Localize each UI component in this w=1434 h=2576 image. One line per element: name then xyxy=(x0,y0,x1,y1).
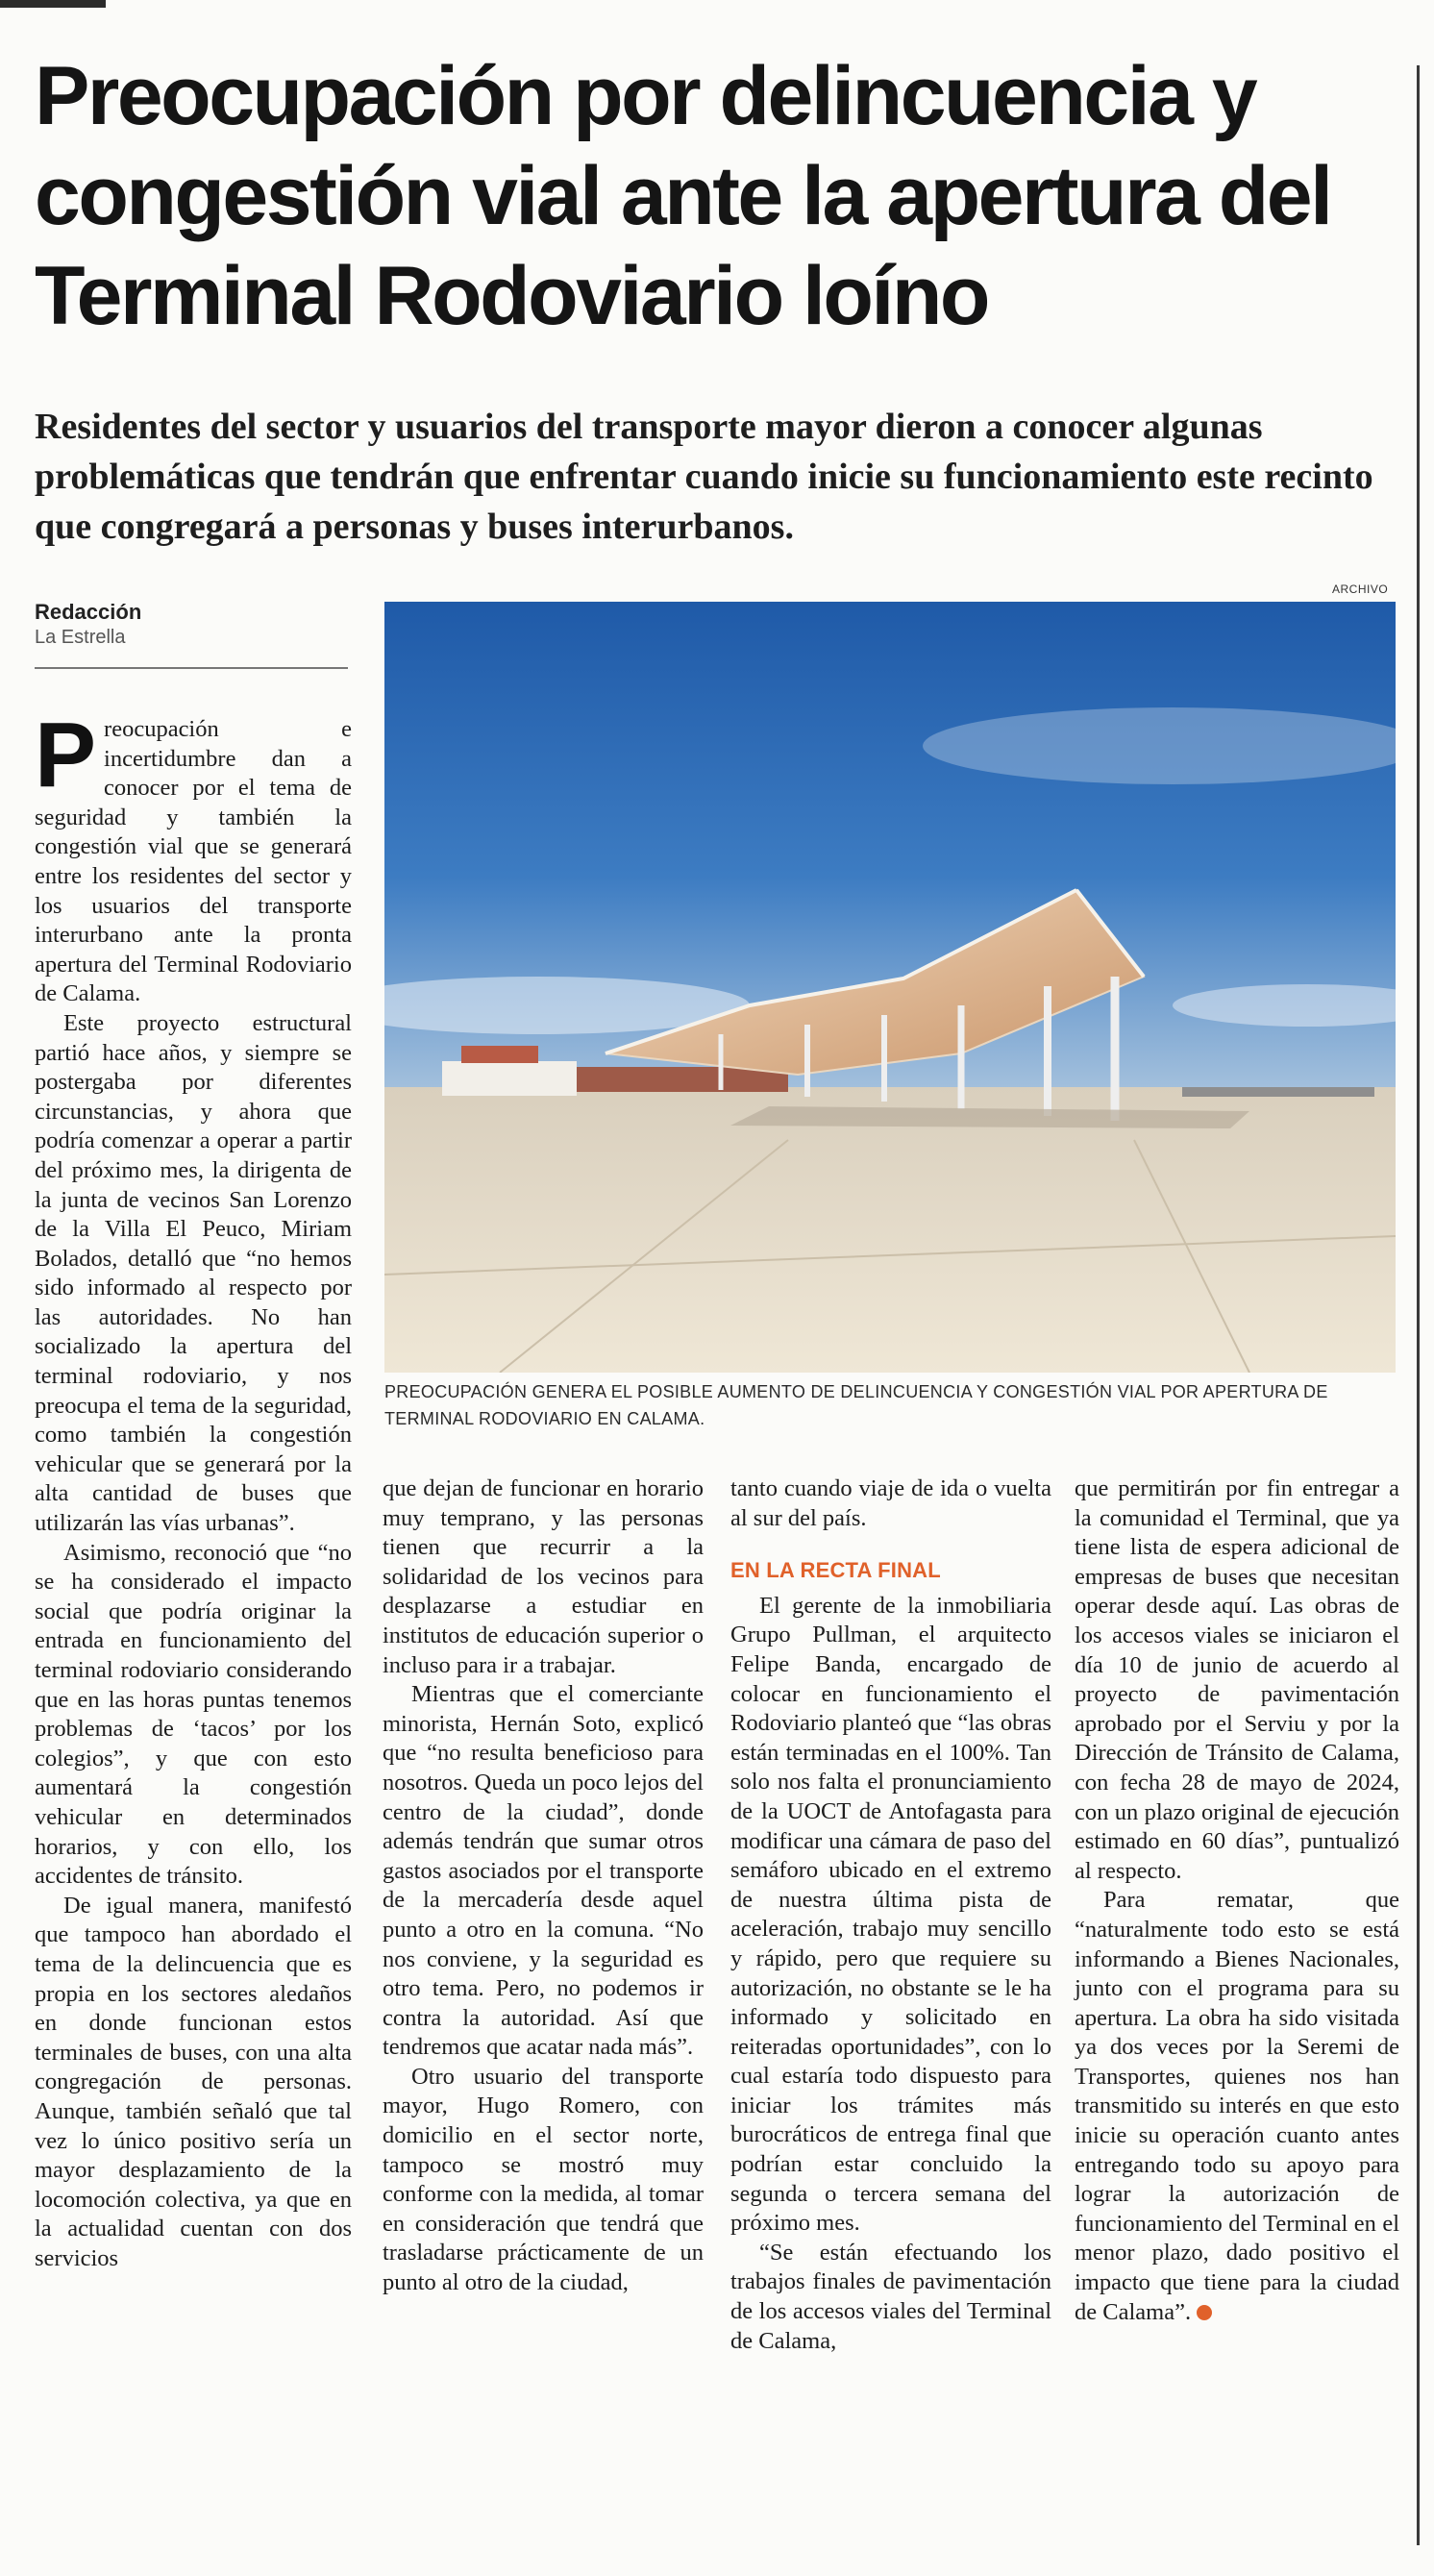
paragraph: tanto cuando viaje de ida o vuelta al sur del país. xyxy=(730,1475,1051,1531)
paragraph xyxy=(35,704,352,1009)
paragraph: Otro usuario del transporte mayor, Hugo Romero, con domicilio en el sector norte, tampoco se mostró muy conforme con la medida, al tomar en consideración que tendrá que trasladarse prácticamente de un punto al otro de la ciudad, xyxy=(383,2063,704,2296)
photo-credit: ARCHIVO xyxy=(1332,582,1389,596)
article-column-1 xyxy=(35,704,352,2273)
headline: Preocupación por delincuencia y congestión vial ante la apertura del Terminal Rodoviario loíno xyxy=(35,50,1331,342)
article-column-2 xyxy=(383,1474,704,2298)
paragraph: Este proyecto estructural partió hace años, y siempre se postergaba por diferentes circunstancias, y ahora que podría comenzar a operar a partir del próximo mes, la dirigenta de la junta de vecinos San Lorenzo de la Villa El Peuco, Miriam Bolados, detalló que “no hemos sido informado al respecto por las autoridades. No han socializado la apertura del terminal rodoviario, y nos preocupa el tema de la seguridad, como también la congestión vehicular que se generará por la alta cantidad de buses que utilizarán las vías urbanas”. xyxy=(35,1009,352,1537)
paragraph-text: Para rematar, que “naturalmente todo esto se está informando a Bienes Nacionales, junto con el programa para su apertura. La obra ha sido visitada ya dos veces por la Seremi de Transportes, quienes nos han transmitido su interés en que esto inicie su operación cuanto antes entregando todo su apoyo para lograr la autorización de funcionamiento del Terminal en el menor plazo, dado positivo el impacto que tiene para la ciudad de Calama”. xyxy=(1075,1887,1399,2325)
terminal-photo-illustration xyxy=(384,602,1396,1373)
terminal-photo xyxy=(384,602,1396,1373)
paragraph: que dejan de funcionar en horario muy temprano, y las personas tienen que recurrir a la solidaridad de los vecinos para desplazarse a estudiar en institutos de educación superior o incluso para ir a trabajar. xyxy=(383,1475,704,1678)
end-of-article-icon xyxy=(1197,2305,1212,2320)
paragraph xyxy=(1075,1886,1399,2327)
article-column-4 xyxy=(1075,1474,1399,2327)
paragraph: Asimismo, reconoció que “no se ha considerado el impacto social que podría originar la entrada en funcionamiento del terminal rodoviario considerando que en las horas puntas tenemos problemas de ‘tacos’ por los colegios”, y que con esto aumentará la congestión vehicular en determinados horarios, y con ello, los accidentes de tránsito. xyxy=(35,1539,352,1890)
photo-caption: PREOCUPACIÓN GENERA EL POSIBLE AUMENTO DE DELINCUENCIA Y CONGESTIÓN VIAL POR APERTURA DE TERMINAL RODOVIARIO EN CALAMA. xyxy=(384,1382,1328,1428)
paragraph: que permitirán por fin entregar a la comunidad el Terminal, que ya tiene lista de espera adicional de empresas de buses que necesitan operar desde aquí. Las obras de los accesos viales se iniciaron el día 10 de junio de acuerdo al proyecto de pavimentación aprobado por el Serviu y por la Dirección de Tránsito de Calama, con fecha 28 de mayo de 2024, con un plazo original de ejecución estimado en 60 días”, puntualizó al respecto. xyxy=(1075,1475,1399,1884)
paragraph: El gerente de la inmobiliaria Grupo Pullman, el arquitecto Felipe Banda, encargado de colocar en funcionamiento el Rodoviario planteó que “las obras están terminadas en el 100%. Tan solo nos falta el pronunciamiento de la UOCT de Antofagasta para modificar una cámara de paso del semáforo ubicado en el extremo de nuestra última pista de aceleración, trabajo muy sencillo y rápido, pero que requiere su autorización, no obstante se le ha informado y solicitado en reiteradas oportunidades”, con lo cual estaría todo dispuesto para iniciar los trámites más burocráticos de entrega final que podrían estar concluido la segunda o tercera semana del próximo mes. xyxy=(730,1592,1051,2237)
byline-author: Redacción xyxy=(35,600,142,624)
paragraph: De igual manera, manifestó que tampoco han abordado el tema de la delincuencia que es propia en los sectores aledaños en donde funcionan estos terminales de buses, con una alta congregación de personas. Aunque, también señaló que tal vez lo único positivo sería un mayor desplazamiento de la locomoción colectiva, ya que en la actualidad cuentan con dos servicios xyxy=(35,1892,352,2271)
right-column-rule xyxy=(1417,65,1420,2545)
paragraph-text: reocupación e incertidumbre dan a conocer por el tema de seguridad y también la congestión vial que se generará entre los residentes del sector y los usuarios del transporte interurbano ante la pronta apertura del Terminal Rodoviario de Calama. xyxy=(35,716,352,1007)
top-rule xyxy=(0,0,106,8)
deck-subtitle: Residentes del sector y usuarios del transporte mayor dieron a conocer algunas problemáticas que tendrán que enfrentar cuando inicie su funcionamiento este recinto que congregará a personas y buses interurbanos. xyxy=(35,407,1373,547)
paragraph: Mientras que el comerciante minorista, Hernán Soto, explicó que “no resulta beneficioso para nosotros. Queda un poco lejos del centro de la ciudad”, donde además tendrán que sumar otros gastos asociados por el transporte de la mercadería desde aquel punto a otro en la comuna. “No nos conviene, y la seguridad es otro tema. Pero, no podemos ir contra la autoridad. Así que tendremos que acatar nada más”. xyxy=(383,1681,704,2061)
drop-cap: P xyxy=(35,704,97,806)
paragraph: “Se están efectuando los trabajos finales de pavimentación de los accesos viales del Terminal de Calama, xyxy=(730,2239,1051,2354)
section-subhead: EN LA RECTA FINAL xyxy=(730,1558,941,1583)
article-column-3 xyxy=(730,1474,1051,2356)
byline-outlet: La Estrella xyxy=(35,627,126,648)
byline-divider xyxy=(35,667,348,669)
